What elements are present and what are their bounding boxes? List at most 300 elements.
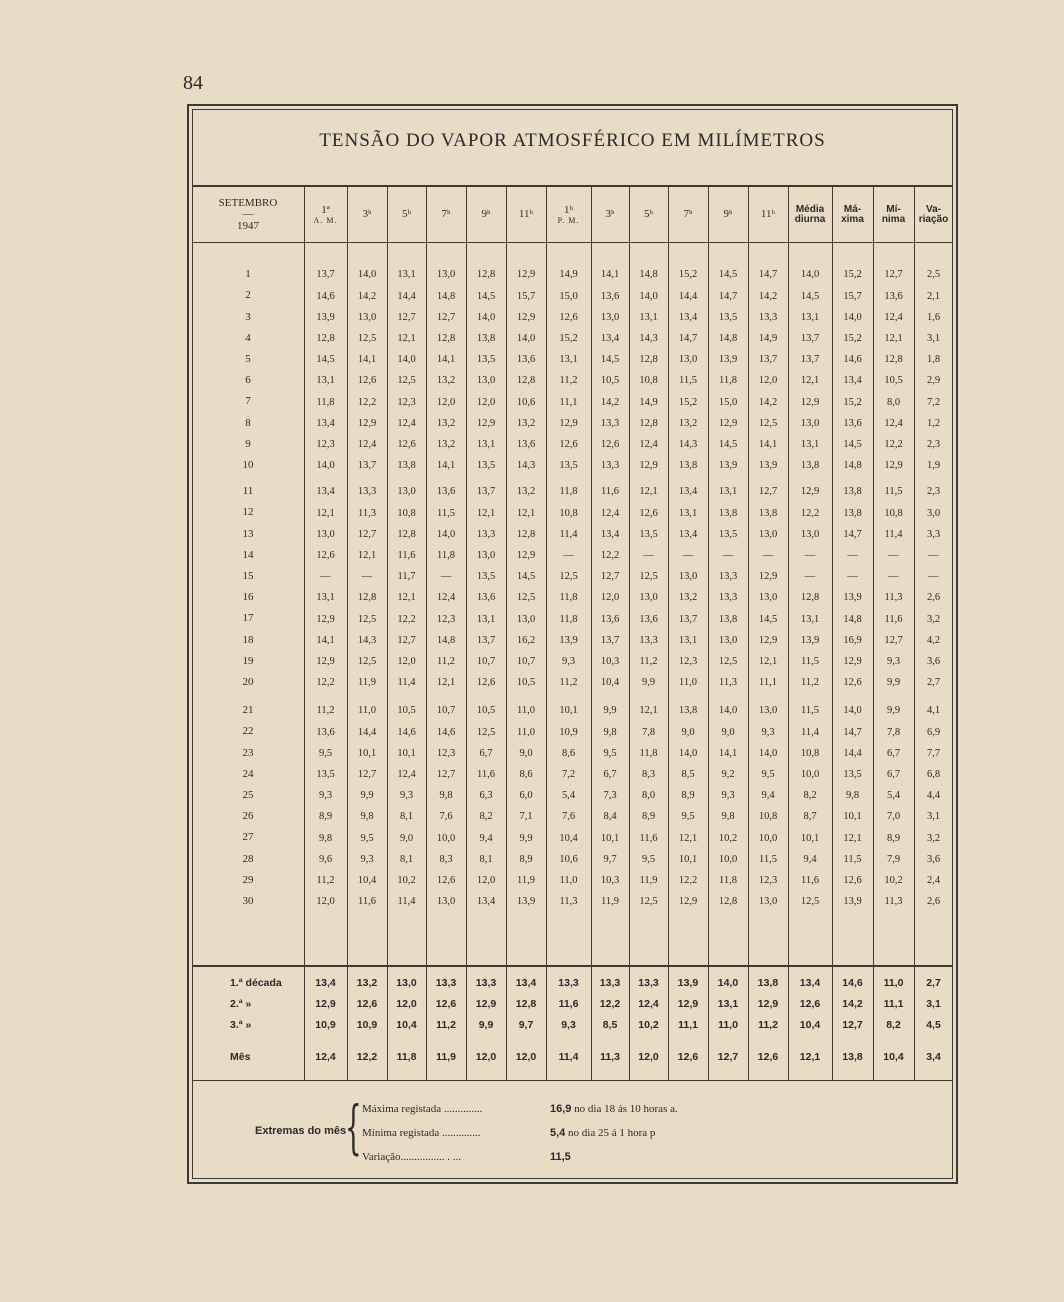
table-cell: 14,4 xyxy=(678,290,698,302)
table-cell: 14,0 xyxy=(758,747,778,759)
table-cell: 12,8 xyxy=(397,528,416,540)
table-cell: 12,5 xyxy=(357,613,377,625)
table-cell: 13,3 xyxy=(476,528,496,540)
extremes-title: Extremas do mês xyxy=(255,1125,347,1137)
day-number: 9 xyxy=(245,437,251,450)
table-cell: 14,0 xyxy=(639,290,658,302)
table-cell: 8,1 xyxy=(479,853,493,865)
table-cell: 12,4 xyxy=(600,507,620,519)
table-cell: 15,2 xyxy=(678,396,698,408)
table-cell: 12,3 xyxy=(678,656,698,668)
table-cell: 12,7 xyxy=(436,311,456,323)
table-cell: 12,1 xyxy=(678,832,698,844)
header-column-label: 5ʰ xyxy=(643,208,654,221)
day-number: 3 xyxy=(245,310,251,323)
table-cell: 13,1 xyxy=(678,507,698,519)
table-cell: 11,9 xyxy=(639,875,658,887)
table-cell: 11,4 xyxy=(884,528,903,540)
extreme-min-value xyxy=(550,1127,655,1139)
table-cell: 6,9 xyxy=(926,726,941,738)
table-cell: 3,1 xyxy=(926,333,941,345)
summary-cell: 14,6 xyxy=(842,977,863,990)
table-cell: 14,3 xyxy=(357,634,377,646)
summary-cell: 12,9 xyxy=(475,998,497,1011)
table-cell: 13,0 xyxy=(397,486,416,498)
table-cell: 13,8 xyxy=(758,507,778,519)
table-cell: 12,0 xyxy=(758,375,778,387)
table-cell: 8,1 xyxy=(399,811,414,823)
header-column-label: 3ʰ xyxy=(362,208,372,221)
summary-cell: 10,9 xyxy=(356,1019,378,1032)
header-column xyxy=(466,190,506,240)
table-cell: 13,7 xyxy=(678,613,698,625)
summary-cell: 3,1 xyxy=(926,998,941,1011)
table-cell: 12,1 xyxy=(758,656,778,668)
table-cell: 5,4 xyxy=(886,790,901,802)
day-number: 15 xyxy=(242,570,254,583)
table-cell: 13,5 xyxy=(559,460,578,472)
table-cell: 12,7 xyxy=(357,528,377,540)
table-cell: 13,3 xyxy=(600,460,620,472)
extreme-max-value xyxy=(550,1103,678,1115)
table-cell: 12,9 xyxy=(758,571,778,583)
table-cell: 13,3 xyxy=(718,592,738,604)
table-cell: 12,7 xyxy=(600,571,620,583)
header-top-rule xyxy=(192,185,953,187)
table-cell: 11,6 xyxy=(477,769,495,781)
summary-cell: 13,0 xyxy=(396,977,417,990)
summary-cell: 13,8 xyxy=(842,1051,863,1064)
table-cell: 9,3 xyxy=(561,656,576,668)
table-cell: 14,8 xyxy=(718,333,738,345)
table-cell: 12,5 xyxy=(718,656,738,668)
table-cell: 9,9 xyxy=(360,790,374,802)
table-cell: 12,9 xyxy=(843,656,862,668)
table-cell: 12,4 xyxy=(436,592,456,604)
table-cell: 10,5 xyxy=(600,375,620,387)
table-cell: 11,6 xyxy=(358,896,376,908)
table-cell: 14,5 xyxy=(718,439,738,451)
day-number: 5 xyxy=(245,353,251,366)
table-cell: — xyxy=(928,571,939,583)
table-cell: 10,8 xyxy=(559,507,578,519)
table-cell: 11,8 xyxy=(316,396,335,408)
table-cell: 14,7 xyxy=(758,269,778,281)
table-cell: 1,8 xyxy=(926,354,941,366)
table-cell: 12,9 xyxy=(516,269,536,281)
table-cell: 14,0 xyxy=(843,311,862,323)
table-cell: 14,2 xyxy=(600,396,620,408)
summary-cell: 10,4 xyxy=(799,1019,821,1032)
table-cell: 2,7 xyxy=(926,677,941,689)
summary-cell: 14,2 xyxy=(842,998,863,1011)
table-cell: 14,4 xyxy=(397,290,416,302)
table-cell: 13,2 xyxy=(436,417,456,429)
table-cell: 14,6 xyxy=(436,726,456,738)
header-column xyxy=(546,190,591,240)
summary-cell: 8,2 xyxy=(886,1019,901,1032)
table-cell: 6,7 xyxy=(886,747,901,759)
table-cell: 12,0 xyxy=(600,592,620,604)
header-column xyxy=(591,190,629,240)
table-cell: 10,4 xyxy=(559,832,578,844)
table-cell: 12,1 xyxy=(316,507,335,519)
table-cell: 14,1 xyxy=(316,634,335,646)
table-cell: 13,1 xyxy=(678,634,698,646)
summary-cell: 12,1 xyxy=(799,1051,821,1064)
table-cell: — xyxy=(804,571,816,583)
table-cell: 14,0 xyxy=(397,354,416,366)
header-column xyxy=(629,190,668,240)
table-cell: 13,6 xyxy=(600,613,620,625)
table-cell: 12,0 xyxy=(476,396,496,408)
table-cell: 11,5 xyxy=(884,486,903,498)
table-cell: 14,1 xyxy=(436,460,456,472)
page-number: 84 xyxy=(183,72,203,94)
summary-cell: 10,4 xyxy=(396,1019,417,1032)
table-cell: 12,4 xyxy=(357,439,377,451)
table-cell: 15,2 xyxy=(843,269,862,281)
table-cell: 14,2 xyxy=(758,396,778,408)
table-cell: 13,1 xyxy=(559,354,578,366)
table-cell: 12,3 xyxy=(758,875,778,887)
header-column xyxy=(304,190,347,240)
table-cell: 7,8 xyxy=(641,726,656,738)
table-cell: 9,0 xyxy=(399,832,414,844)
header-column xyxy=(387,190,426,240)
day-number: 23 xyxy=(242,746,254,759)
table-cell: 13,0 xyxy=(800,528,820,540)
table-cell: 12,9 xyxy=(357,417,377,429)
table-cell: 13,5 xyxy=(843,769,862,781)
table-cell: 11,3 xyxy=(358,507,376,519)
table-cell: 13,7 xyxy=(800,354,820,366)
header-column xyxy=(914,190,953,240)
table-cell: 12,2 xyxy=(600,550,620,562)
table-cell: 1,9 xyxy=(926,460,941,472)
summary-cell: 12,9 xyxy=(315,998,336,1011)
table-cell: 13,6 xyxy=(476,592,496,604)
table-cell: 8,0 xyxy=(641,790,656,802)
table-cell: 13,6 xyxy=(516,439,536,451)
summary-cell: 13,3 xyxy=(435,977,457,990)
table-cell: 13,1 xyxy=(800,439,820,451)
extreme-var-number: 11,5 xyxy=(550,1151,571,1163)
summary-cell: 10,2 xyxy=(638,1019,659,1032)
table-cell: 13,8 xyxy=(718,507,738,519)
table-cell: 10,3 xyxy=(600,656,620,668)
table-cell: 11,5 xyxy=(801,656,819,668)
table-cell: 8,9 xyxy=(318,811,333,823)
summary-cell: 11,4 xyxy=(558,1051,579,1064)
table-cell: 12,9 xyxy=(639,460,658,472)
table-cell: 12,8 xyxy=(436,333,456,345)
table-cell: 7,2 xyxy=(561,769,576,781)
header-column-label: 1ª xyxy=(321,204,330,217)
day-number: 19 xyxy=(242,654,254,667)
summary-cell: 13,3 xyxy=(638,977,659,990)
table-cell: 9,3 xyxy=(318,790,333,802)
table-cell: 13,0 xyxy=(357,311,377,323)
table-cell: 12,1 xyxy=(436,677,456,689)
table-cell: 13,5 xyxy=(718,311,738,323)
table-cell: 12,7 xyxy=(397,634,416,646)
table-cell: 2,3 xyxy=(926,439,941,451)
table-cell: 14,1 xyxy=(718,747,738,759)
table-cell: 13,9 xyxy=(843,896,862,908)
header-month-cell xyxy=(192,190,304,240)
table-cell: 13,8 xyxy=(397,460,416,472)
table-cell: 12,7 xyxy=(436,769,456,781)
table-cell: 4,1 xyxy=(926,705,941,717)
table-cell: 12,6 xyxy=(316,550,335,562)
table-cell: 8,2 xyxy=(803,790,817,802)
header-column-label: Mí- xyxy=(886,203,901,215)
table-cell: — xyxy=(762,550,774,562)
table-cell: 10,1 xyxy=(843,811,862,823)
summary-cell: 13,3 xyxy=(475,977,497,990)
table-cell: 14,5 xyxy=(476,290,496,302)
table-cell: 6,7 xyxy=(886,769,901,781)
table-cell: 16,9 xyxy=(843,634,862,646)
table-cell: 14,8 xyxy=(843,460,862,472)
table-cell: 12,8 xyxy=(516,528,536,540)
table-cell: 11,2 xyxy=(639,656,658,668)
table-cell: 13,2 xyxy=(516,486,536,498)
table-cell: 13,7 xyxy=(758,354,778,366)
extreme-var-label: Variação................ . ... xyxy=(362,1151,461,1163)
table-cell: 15,2 xyxy=(559,333,578,345)
table-cell: 12,4 xyxy=(639,439,658,451)
day-number: 6 xyxy=(245,374,251,387)
table-cell: 11,9 xyxy=(517,875,535,887)
summary-cell: 12,7 xyxy=(842,1019,863,1032)
header-column-label: Va- xyxy=(925,203,941,215)
table-cell: 15,2 xyxy=(843,333,862,345)
table-cell: 13,8 xyxy=(843,507,862,519)
table-cell: 14,7 xyxy=(843,726,862,738)
table-cell: 10,7 xyxy=(436,705,456,717)
table-cell: 13,4 xyxy=(678,486,698,498)
table-cell: 3,6 xyxy=(926,853,941,865)
table-cell: 12,1 xyxy=(357,550,377,562)
table-cell: 9,9 xyxy=(603,705,617,717)
summary-cell: 12,0 xyxy=(396,998,417,1011)
table-cell: 7,1 xyxy=(519,811,533,823)
table-cell: 11,6 xyxy=(884,613,903,625)
table-cell: 15,0 xyxy=(718,396,738,408)
table-cell: 2,4 xyxy=(926,875,941,887)
table-cell: 14,1 xyxy=(357,354,377,366)
table-cell: 12,4 xyxy=(884,417,903,429)
header-column-label: 9ʰ xyxy=(723,208,733,221)
summary-cell: 12,6 xyxy=(435,998,457,1011)
header-column xyxy=(788,190,832,240)
table-cell: 12,5 xyxy=(357,333,377,345)
table-cell: 15,2 xyxy=(678,269,698,281)
table-cell: 12,4 xyxy=(884,311,903,323)
table-cell: 13,5 xyxy=(639,528,658,540)
table-cell: 15,0 xyxy=(559,290,578,302)
summary-cell: 2,7 xyxy=(926,977,941,990)
table-cell: 14,0 xyxy=(678,747,698,759)
table-cell: 12,6 xyxy=(639,507,658,519)
table-cell: 11,4 xyxy=(397,677,416,689)
table-cell: 9,5 xyxy=(681,811,695,823)
table-cell: 9,9 xyxy=(886,705,901,717)
summary-cell: 12,2 xyxy=(599,998,621,1011)
table-cell: 14,0 xyxy=(357,269,377,281)
table-cell: 12,6 xyxy=(843,677,862,689)
day-number: 12 xyxy=(242,506,254,519)
table-cell: 13,2 xyxy=(436,439,456,451)
day-number: 26 xyxy=(242,810,254,823)
summary-cell: 4,5 xyxy=(926,1019,941,1032)
table-cell: 8,9 xyxy=(886,832,901,844)
table-cell: 8,9 xyxy=(519,853,533,865)
day-number: 10 xyxy=(242,459,254,472)
table-cell: 11,3 xyxy=(559,896,578,908)
table-cell: 11,8 xyxy=(559,486,578,498)
extreme-var-value xyxy=(550,1151,571,1163)
table-cell: 14,8 xyxy=(639,269,658,281)
table-cell: 14,3 xyxy=(516,460,536,472)
table-cell: 10,1 xyxy=(357,747,377,759)
table-cell: 14,8 xyxy=(843,613,862,625)
table-cell: 10,8 xyxy=(639,375,658,387)
table-cell: 2,6 xyxy=(926,896,941,908)
table-cell: 13,0 xyxy=(758,528,778,540)
table-cell: 14,2 xyxy=(357,290,377,302)
table-cell: 13,0 xyxy=(678,354,698,366)
summary-cell: 13,3 xyxy=(558,977,579,990)
table-cell: 13,4 xyxy=(678,528,698,540)
table-cell: 13,1 xyxy=(316,592,335,604)
table-cell: 10,2 xyxy=(397,875,416,887)
table-cell: 13,3 xyxy=(758,311,778,323)
table-cell: 16,2 xyxy=(516,634,536,646)
day-number: 2 xyxy=(245,289,251,302)
table-cell: 14,0 xyxy=(316,460,335,472)
table-cell: 8,5 xyxy=(681,769,695,781)
extreme-max-label: Máxima registada .............. xyxy=(362,1103,483,1115)
day-number: 4 xyxy=(245,331,251,344)
table-cell: 12,7 xyxy=(884,269,903,281)
table-cell: 13,0 xyxy=(758,705,778,717)
table-cell: 10,1 xyxy=(800,832,820,844)
header-column-sublabel: P. M. xyxy=(557,215,580,225)
table-cell: 13,0 xyxy=(758,896,778,908)
table-cell: 2,3 xyxy=(926,486,941,498)
table-cell: 13,9 xyxy=(516,896,536,908)
table-cell: 1,2 xyxy=(926,417,941,429)
table-cell: 12,7 xyxy=(884,634,903,646)
table-cell: 12,6 xyxy=(559,311,578,323)
table-cell: 11,4 xyxy=(801,726,819,738)
table-cell: 9,0 xyxy=(519,747,533,759)
table-cell: 12,9 xyxy=(516,311,536,323)
table-cell: 12,6 xyxy=(843,875,862,887)
table-cell: 12,1 xyxy=(843,832,862,844)
table-cell: 9,3 xyxy=(761,726,775,738)
summary-label: 3.ª » xyxy=(230,1019,252,1032)
table-cell: 13,0 xyxy=(436,269,456,281)
table-cell: 10,8 xyxy=(758,811,778,823)
day-number: 27 xyxy=(242,831,254,844)
table-cell: 11,1 xyxy=(759,677,777,689)
summary-cell: 11,0 xyxy=(718,1019,738,1032)
summary-cell: 9,9 xyxy=(478,1019,494,1032)
table-cell: 11,2 xyxy=(437,656,455,668)
day-number: 24 xyxy=(242,767,254,780)
table-cell: 8,3 xyxy=(439,853,453,865)
header-column xyxy=(668,190,708,240)
summary-cell: 12,4 xyxy=(638,998,659,1011)
table-cell: 13,0 xyxy=(718,634,738,646)
table-cell: 13,0 xyxy=(600,311,620,323)
table-cell: 12,9 xyxy=(800,396,820,408)
table-cell: 3,0 xyxy=(926,507,941,519)
summary-label: 1.ª década xyxy=(230,977,282,990)
summary-cell: 13,1 xyxy=(717,998,739,1011)
summary-cell: 10,4 xyxy=(883,1051,904,1064)
table-cell: 13,0 xyxy=(758,592,778,604)
table-cell: 9,8 xyxy=(603,726,617,738)
table-cell: 12,2 xyxy=(800,507,820,519)
table-cell: 11,1 xyxy=(559,396,578,408)
summary-cell: 11,8 xyxy=(396,1051,417,1064)
table-cell: 10,6 xyxy=(559,853,578,865)
table-cell: 10,0 xyxy=(436,832,456,844)
header-column xyxy=(748,190,788,240)
header-column-label: 7ʰ xyxy=(683,208,693,221)
table-cell: 13,2 xyxy=(678,417,698,429)
header-column-sublabel: diurna xyxy=(794,214,826,225)
summary-cell: 12,4 xyxy=(315,1051,336,1064)
table-cell: 13,7 xyxy=(600,634,620,646)
table-cell: 13,7 xyxy=(800,333,820,345)
day-number: 17 xyxy=(242,612,254,625)
table-cell: 13,5 xyxy=(476,354,496,366)
table-cell: 11,3 xyxy=(884,592,903,604)
table-cell: 9,0 xyxy=(721,726,735,738)
day-number: 21 xyxy=(242,704,254,717)
table-cell: 13,5 xyxy=(476,460,496,472)
table-cell: 13,5 xyxy=(476,571,496,583)
header-column-label: 5ʰ xyxy=(401,208,412,221)
table-cell: 9,3 xyxy=(399,790,414,802)
table-cell: 12,0 xyxy=(476,875,496,887)
table-cell: 9,5 xyxy=(603,747,617,759)
table-cell: 9,3 xyxy=(886,656,901,668)
table-cell: 10,3 xyxy=(600,875,620,887)
table-cell: 8,1 xyxy=(399,853,414,865)
day-number: 7 xyxy=(245,395,251,408)
table-cell: 13,7 xyxy=(476,486,496,498)
table-cell: 8,6 xyxy=(519,769,533,781)
table-cell: 13,4 xyxy=(316,486,335,498)
table-cell: 10,4 xyxy=(357,875,377,887)
table-cell: 8,9 xyxy=(641,811,656,823)
table-cell: 11,0 xyxy=(679,677,697,689)
table-cell: 14,7 xyxy=(718,290,738,302)
header-month: SETEMBRO xyxy=(218,196,278,209)
day-number: 13 xyxy=(242,527,254,540)
table-cell: 14,1 xyxy=(600,269,620,281)
table-cell: 12,5 xyxy=(800,896,820,908)
summary-cell: 12,6 xyxy=(677,1051,699,1064)
extreme-min-detail: no dia 25 á 1 hora p xyxy=(565,1127,656,1139)
